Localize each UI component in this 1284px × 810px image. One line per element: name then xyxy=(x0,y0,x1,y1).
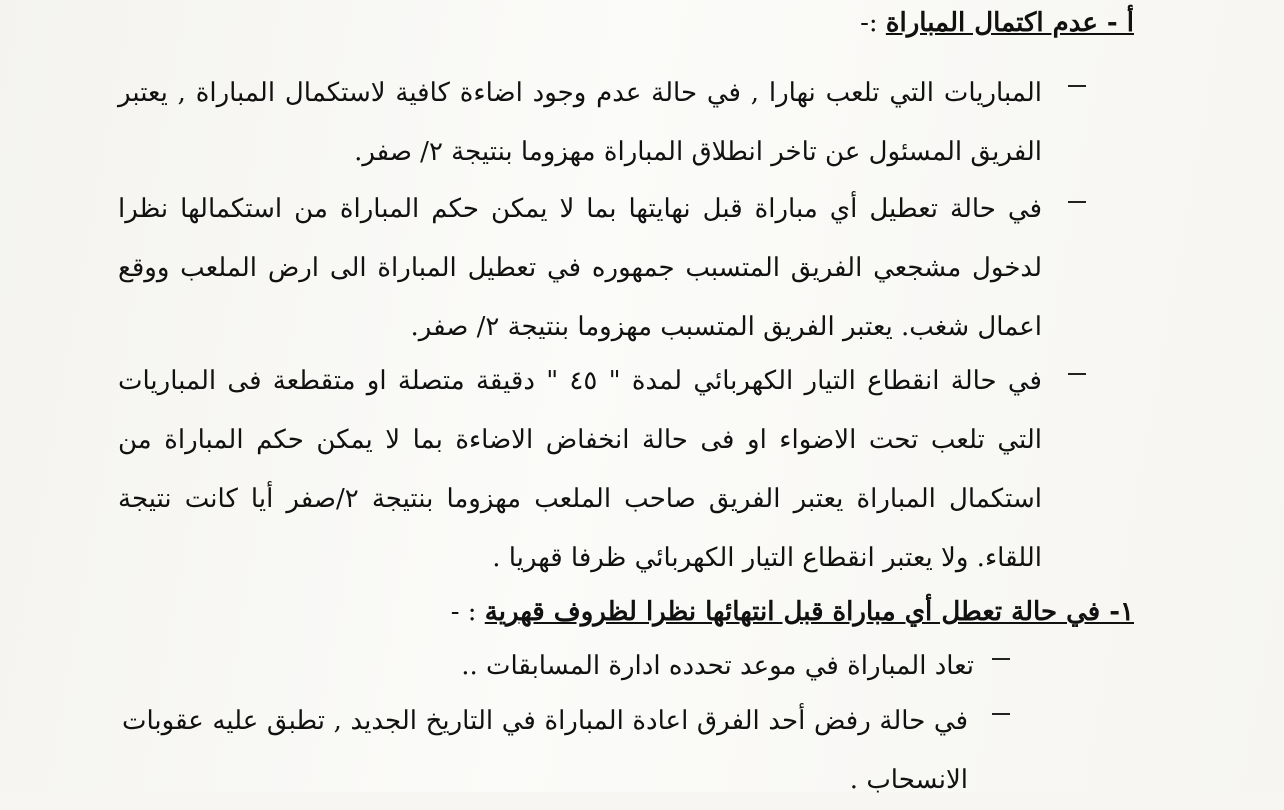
section-1-suffix: : - xyxy=(450,597,485,627)
section-1-title: ١- في حالة تعطل أي مباراة قبل انتهائها نظرا لظروف قهرية xyxy=(484,597,1134,627)
section-a-heading xyxy=(860,6,1134,40)
section-a-item-3: في حالة انقطاع التيار الكهربائي لمدة " ٤٥ " دقيقة متصلة او متقطعة فى المباريات التي تلعب تحت الاضواء او فى حالة انخفاض الاضاءة بما لا يمكن حكم المباراة من استكمال المباراة يعتبر الفريق صاحب الملعب مهزوما بنتيجة ٢/صفر أيا كانت نتيجة اللقاء. ولا يعتبر انقطاع التيار الكهربائي ظرفا قهريا . xyxy=(118,366,1042,573)
bullet-dash xyxy=(1068,201,1086,203)
bullet-dash xyxy=(992,658,1010,660)
section-1-item-2: في حالة رفض أحد الفرق اعادة المباراة في التاريخ الجديد , تطبق عليه عقوبات الانسحاب . xyxy=(122,706,968,795)
section-a-title: أ - عدم اكتمال المباراة xyxy=(885,8,1134,38)
section-a-item-2: في حالة تعطيل أي مباراة قبل نهايتها بما لا يمكن حكم المباراة من استكمالها نظرا لدخول مشجعي الفريق المتسبب جمهوره في تعطيل المباراة الى ارض الملعب ووقع اعمال شغب. يعتبر الفريق المتسبب مهزوما بنتيجة ٢/ صفر. xyxy=(118,194,1042,342)
bullet-dash xyxy=(1068,373,1086,375)
section-a-item-1: المباريات التي تلعب نهارا , في حالة عدم وجود اضاءة كافية لاستكمال المباراة , يعتبر الفريق المسئول عن تاخر انطلاق المباراة مهزوما بنتيجة ٢/ صفر. xyxy=(118,78,1042,167)
section-1-item-1: تعاد المباراة في موعد تحدده ادارة المسابقات .. xyxy=(461,651,974,681)
section-a-suffix: :- xyxy=(860,8,886,38)
section-1-heading xyxy=(451,595,1134,629)
bullet-dash xyxy=(992,713,1010,715)
bullet-dash xyxy=(1068,85,1086,87)
